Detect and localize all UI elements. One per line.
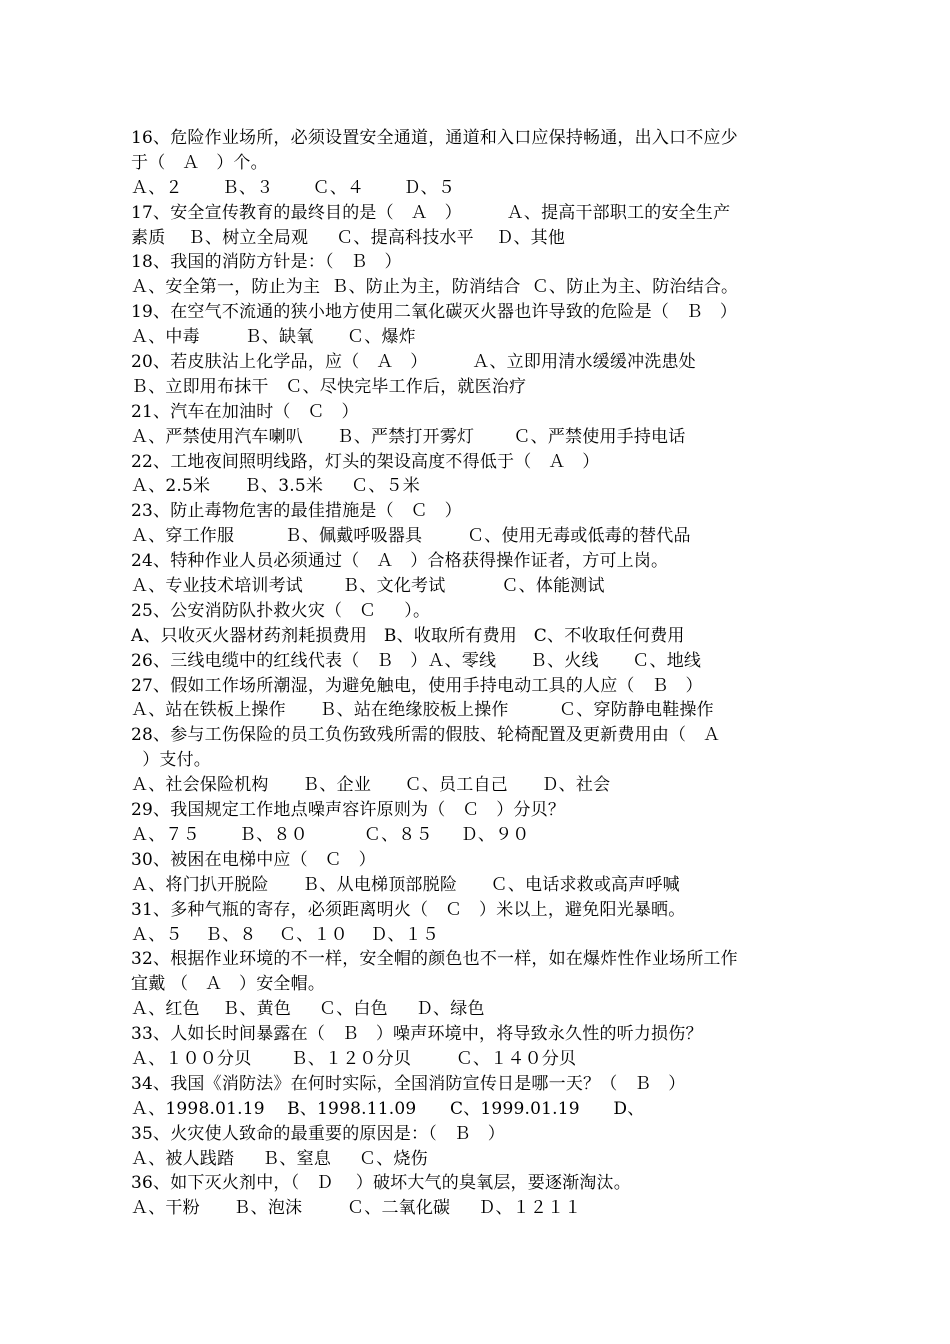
text-line: 24、特种作业人员必须通过（ Ａ ）合格获得操作证者，方可上岗。 bbox=[131, 551, 669, 572]
text-line: 31、多种气瓶的寄存，必须距离明火（ Ｃ ）米以上，避免阳光暴晒。 bbox=[131, 899, 686, 920]
text-line: 于（ Ａ ）个。 bbox=[131, 152, 268, 173]
text-line: 27、假如工作场所潮湿，为避免触电，使用手持电动工具的人应（ Ｂ ） bbox=[131, 675, 703, 696]
text-line: 30、被困在电梯中应（ Ｃ ） bbox=[131, 849, 376, 870]
text-line: 34、我国《消防法》在何时实际，全国消防宣传日是哪一天？（ Ｂ ） bbox=[131, 1073, 686, 1094]
text-line: 35、火灾使人致命的最重要的原因是：（ Ｂ ） bbox=[131, 1123, 505, 1144]
text-line: 29、我国规定工作地点噪声容许原则为（ Ｃ ）分贝？ bbox=[131, 800, 566, 821]
document-page bbox=[131, 126, 821, 1221]
text-line: 32、根据作业环境的不一样，安全帽的颜色也不一样，如在爆炸性作业场所工作 bbox=[131, 949, 738, 970]
text-line: 33、人如长时间暴露在（ Ｂ ）噪声环境中，将导致永久性的听力损伤？ bbox=[131, 1024, 703, 1045]
text-line: Ａ、严禁使用汽车喇叭 Ｂ、严禁打开雾灯 Ｃ、严禁使用手持电话 bbox=[131, 426, 686, 447]
text-line: ）支付。 bbox=[131, 750, 212, 771]
text-line: Ａ、安全第一，防止为主 Ｂ、防止为主，防消结合 Ｃ、防止为主、防治结合。 bbox=[131, 277, 739, 298]
text-line: A、只收灭火器材药剂耗损费用 B、收取所有费用 C、不收取任何费用 bbox=[131, 625, 685, 646]
text-line: Ａ、被人践踏 Ｂ、窒息 Ｃ、烧伤 bbox=[131, 1148, 428, 1169]
text-line: 36、如下灭火剂中，（ Ｄ ）破坏大气的臭氧层，要逐渐淘汰。 bbox=[131, 1173, 631, 1194]
text-line: Ａ、站在铁板上操作 Ｂ、站在绝缘胶板上操作 Ｃ、穿防静电鞋操作 bbox=[131, 700, 714, 721]
text-line: 16、危险作业场所，必须设置安全通道，通道和入口应保持畅通，出入口不应少 bbox=[131, 128, 738, 148]
text-line: 宜戴 （ Ａ ）安全帽。 bbox=[131, 974, 326, 995]
text-line: 21、汽车在加油时（ Ｃ ） bbox=[131, 401, 359, 422]
text-line: Ａ、５ Ｂ、８ Ｃ、１０ Ｄ、１５ bbox=[131, 924, 440, 945]
text-line: 26、三线电缆中的红线代表（ Ｂ ）Ａ、零线 Ｂ、火线 Ｃ、地线 bbox=[131, 650, 702, 671]
text-line: 18、我国的消防方针是：（ Ｂ ） bbox=[131, 252, 402, 273]
text-line: Ａ、1998.01.19 B、1998.11.09 C、1999.01.19 D、 bbox=[131, 1098, 645, 1119]
text-line: Ａ、红色 Ｂ、黄色 Ｃ、白色 Ｄ、绿色 bbox=[131, 999, 485, 1020]
text-line: Ａ、干粉 Ｂ、泡沫 Ｃ、二氧化碳 Ｄ、１２１１ bbox=[131, 1198, 582, 1219]
text-line: 17、安全宣传教育的最终目的是（ Ａ ） Ａ、提高干部职工的安全生产 bbox=[131, 202, 731, 223]
text-line: Ａ、中毒 Ｂ、缺氧 Ｃ、爆炸 bbox=[131, 327, 416, 348]
text-line: Ａ、２ Ｂ、３ Ｃ、４ Ｄ、５ bbox=[131, 177, 456, 198]
text-line: 20、若皮肤沾上化学品，应（ Ａ ） Ａ、立即用清水缓缓冲洗患处 bbox=[131, 352, 696, 373]
text-line: Ａ、专业技术培训考试 Ｂ、文化考试 Ｃ、体能测试 bbox=[131, 576, 605, 597]
text-line: Ａ、2.5米 Ｂ、3.5米 Ｃ、５米 bbox=[131, 476, 420, 497]
text-line: Ａ、社会保险机构 Ｂ、企业 Ｃ、员工自己 Ｄ、社会 bbox=[131, 775, 611, 796]
text-line: Ｂ、立即用布抹干 Ｃ、尽快完毕工作后，就医治疗 bbox=[131, 376, 527, 397]
text-line: 25、公安消防队扑救火灾（ Ｃ ）。 bbox=[131, 600, 431, 621]
text-line: 素质 Ｂ、树立全局观 Ｃ、提高科技水平 Ｄ、其他 bbox=[131, 227, 566, 248]
text-line: Ａ、１００分贝 Ｂ、１２０分贝 Ｃ、１４０分贝 bbox=[131, 1048, 577, 1069]
text-line: 22、工地夜间照明线路，灯头的架设高度不得低于（ Ａ ） bbox=[131, 451, 600, 472]
text-line: Ａ、将门扒开脱险 Ｂ、从电梯顶部脱险 Ｃ、电话求救或高声呼喊 bbox=[131, 874, 680, 895]
text-line: 23、防止毒物危害的最佳措施是（ Ｃ ） bbox=[131, 501, 462, 522]
text-line: Ａ、穿工作服 Ｂ、佩戴呼吸器具 Ｃ、使用无毒或低毒的替代品 bbox=[131, 526, 691, 547]
text-line: 28、参与工伤保险的员工负伤致残所需的假肢、轮椅配置及更新费用由（ Ａ bbox=[131, 725, 721, 746]
text-line: 19、在空气不流通的狭小地方使用二氧化碳灭火器也许导致的危险是（ Ｂ ） bbox=[131, 302, 738, 323]
text-line: Ａ、７５ Ｂ、８０ Ｃ、８５ Ｄ、９０ bbox=[131, 824, 530, 845]
